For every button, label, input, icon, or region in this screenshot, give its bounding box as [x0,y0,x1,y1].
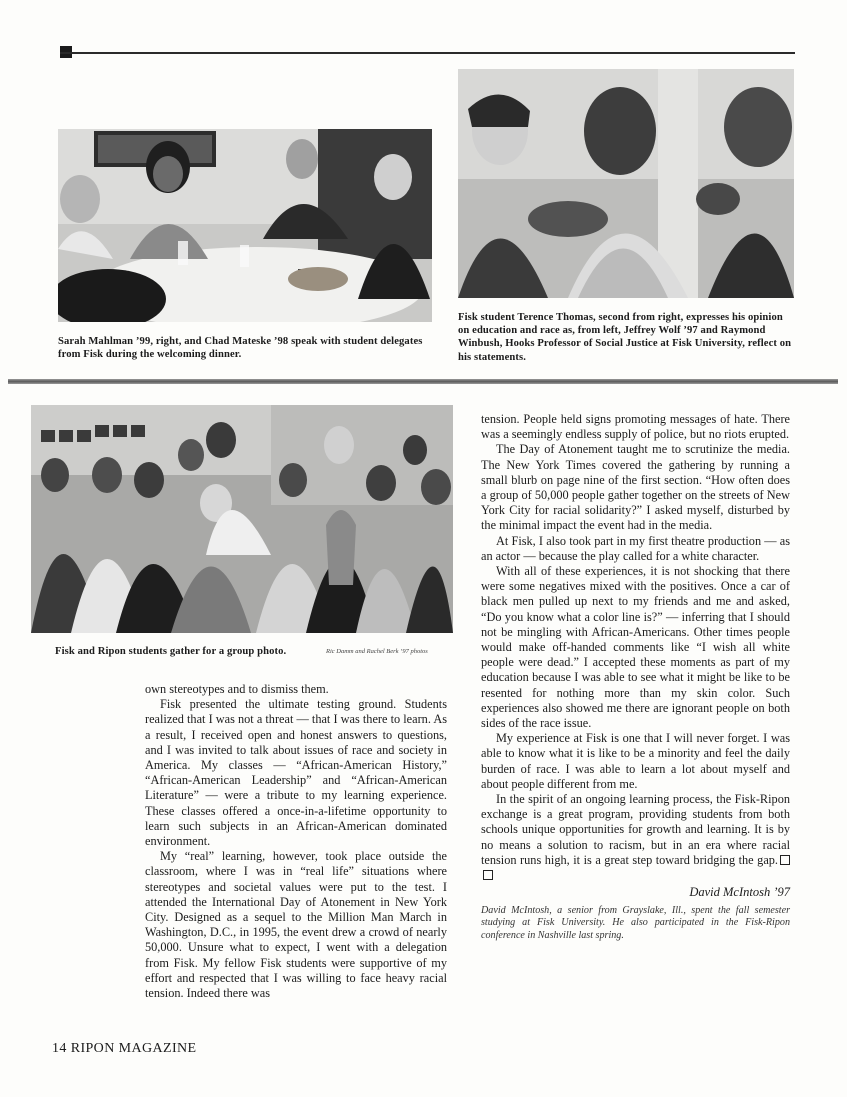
paragraph: The Day of Atonement taught me to scrutinize the media. The New York Times covered the gathering by running a small blurb on page nine of the first section. “How often does a group of 50,000 people gather together on the streets of New York City for racial solidarity?” I asked myself, disturbed by the minimal impact the event had in the media. [481,442,790,533]
closing-paragraph-text: In the spirit of an ongoing learning process, the Fisk-Ripon exchange is a great program, providing students from both schools unique opportunities for growth and learning. It is by no means a solution to racism, but in an era where racial tension runs high, it is a great step toward bridging the gap. [481,792,790,867]
photo-welcoming-dinner [58,129,432,322]
photo-group [31,405,453,633]
photo-credit: Ric Damm and Rachel Berk ’97 photos [326,648,428,655]
caption-group-photo: Fisk and Ripon students gather for a group photo. [55,646,287,657]
caption-discussion: Fisk student Terence Thomas, second from right, expresses his opinion on education and race as, from left, Jeffrey Wolf ’97 and Raymond Winbush, Hooks Professor of Social Justice at Fisk University, reflect on his statements. [458,312,792,363]
article-column-left [145,682,447,1001]
paragraph: At Fisk, I also took part in my first theatre production — as an actor — because the play called for a white character. [481,533,790,563]
caption-welcoming-dinner: Sarah Mahlman ’99, right, and Chad Mateske ’98 speak with student delegates from Fisk during the welcoming dinner. [58,336,423,361]
paragraph: tension. People held signs promoting messages of hate. There was a seemingly endless supply of police, but no riots erupted. [481,412,790,442]
end-mark-icon [483,870,493,880]
paragraph: My experience at Fisk is one that I will never forget. I was able to know what it is like to be a minority and feel the daily burden of race. I was able to learn a lot about myself and about people different from me. [481,731,790,791]
paragraph: own stereotypes and to dismiss them. [145,682,329,696]
paragraph: My “real” learning, however, took place outside the classroom, where I was in “real life” situations where stereotypes and societal values were put to the test. I attended the International Day of Atonement in New York City. Designed as a sequel to the Million Man March in Washington, D.C., in 1995, the event drew a crowd of nearly 50,000. Unsure what to expect, I went with a delegation from Fisk. My fellow Fisk students were supportive of my effort and respected that I was willing to face heavy racial tension. Indeed there was [145,849,447,1001]
photo-discussion [458,69,794,298]
page-folio: 14 RIPON MAGAZINE [52,1041,197,1056]
article-column-right [481,412,790,942]
section-divider [8,379,838,384]
paragraph: With all of these experiences, it is not shocking that there were some negatives mixed with the positives. Once a car of black men pulled up next to my friends and me and asked, “Do you know what a color line is?” — inferring that I should not be mingling with African-Americans. Other times people would make off-handed comments like “I wish all white people were dead.” I accepted these moments as part of my education because I was able to see what it might be like to be resented for nothing more than my skin color. Such experiences also showed me there are ignorant people on both sides of the race issue. [481,564,790,731]
author-signature: David McIntosh ’97 [689,885,790,900]
paragraph: Fisk presented the ultimate testing ground. Students realized that I was not a threat — that I was there to learn. As a result, I received open and honest answers to questions, and I was invited to talk about issues of race and society in America. My classes — “African-American History,” “African-American Leadership” and “African-American Literature” — were a tribute to my learning experience. These classes offered a once-in-a-lifetime opportunity to learn such subjects in an African-American dominated environment. [145,697,447,849]
author-bio: David McIntosh, a senior from Grayslake, Ill., spent the fall semester studying at Fisk University. He also participated in the Fisk-Ripon conference in Nashville last spring. [481,904,790,941]
header-rule [60,52,795,54]
paragraph [481,792,790,883]
end-mark-icon [780,855,790,865]
